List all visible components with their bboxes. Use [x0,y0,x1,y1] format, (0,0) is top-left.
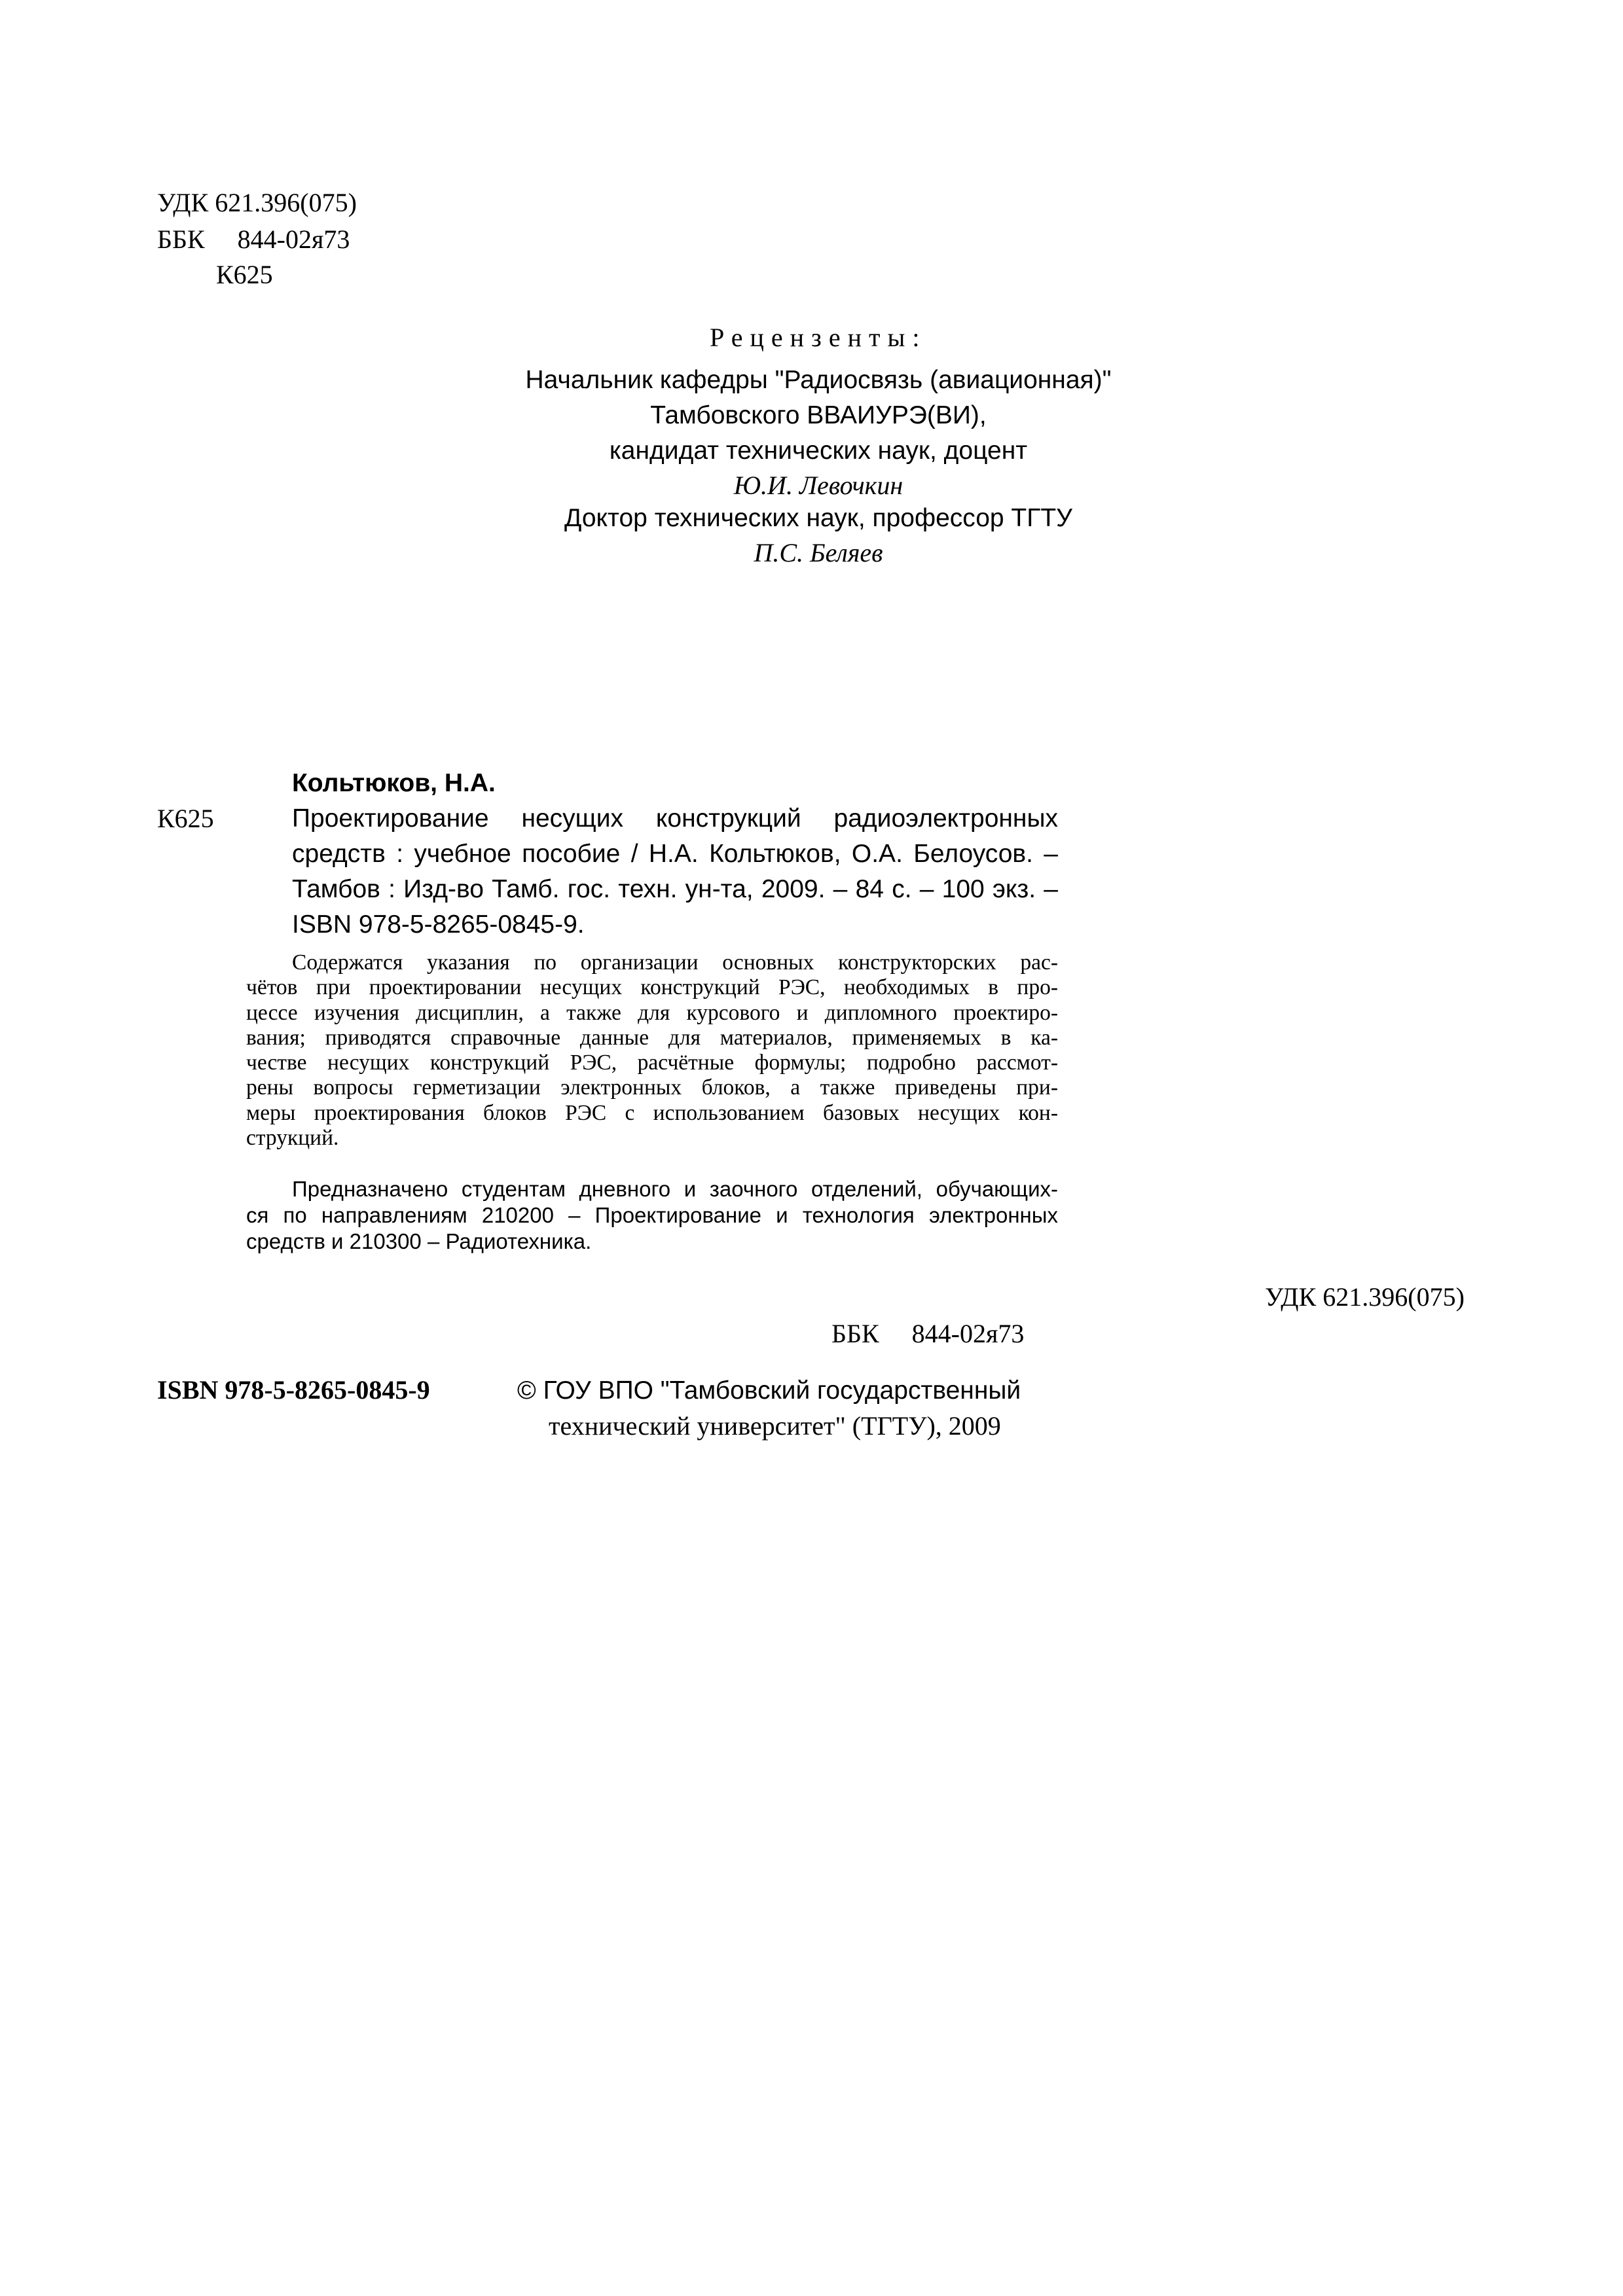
abstract-line: чётов при проектировании несущих конструкций РЭС, необходимых в про- [246,975,1058,1000]
bbk-label: ББК [157,224,205,254]
reviewer-1 [458,363,1178,503]
copyright [517,1373,1021,1444]
bib-line: средств : учебное пособие / Н.А. Кольтюков, О.А. Белоусов. – [292,840,1058,868]
author-mark-bib: К625 [157,804,214,833]
purpose-line: Предназначено студентам дневного и заочного отделений, обучающих- [292,1177,1058,1201]
author-name: Кольтюков, Н.А. [292,769,496,797]
purpose [246,1176,1058,1255]
reviewer-1-line: Тамбовского ВВАИУРЭ(ВИ), [650,401,987,429]
bbk-code [157,223,350,257]
reviewers-heading: Рецензенты: [710,323,927,352]
reviewer-2-line: Доктор технических наук, профессор ТГТУ [564,504,1072,532]
abstract [246,950,1058,1151]
reviewer-1-name: Ю.И. Левочкин [733,471,903,500]
purpose-line: ся по направлениям 210200 – Проектирование и технология электронных [246,1203,1058,1227]
bib-line: Тамбов : Изд-во Тамб. гос. техн. ун-та, 2009. – 84 с. – 100 экз. – [292,875,1058,903]
bib-line: Проектирование несущих конструкций радиоэлектронных [292,804,1058,833]
bibliographic-record [292,801,1058,942]
abstract-line: цессе изучения дисциплин, а также для курсового и дипломного проектиро- [246,1000,1058,1025]
udk-code: УДК 621.396(075) [157,188,357,217]
copyright-line-1: © ГОУ ВПО "Тамбовский государственный [517,1376,1021,1405]
bbk-code-footer [831,1317,1024,1351]
purpose-line: средств и 210300 – Радиотехника. [246,1229,592,1253]
bbk-value-footer: 844-02я73 [911,1319,1025,1348]
abstract-line: рены вопросы герметизации электронных блоков, а также приведены при- [246,1075,1058,1100]
abstract-line: вания; приводятся справочные данные для материалов, применяемых в ка- [246,1025,1058,1050]
bib-line: ISBN 978-5-8265-0845-9. [292,910,585,939]
reviewer-2-name: П.С. Беляев [754,538,883,567]
copyright-line-2: технический университет" (ТГТУ), 2009 [549,1411,1001,1441]
reviewer-1-line: кандидат технических наук, доцент [609,437,1028,465]
udk-code-footer: УДК 621.396(075) [1265,1282,1465,1312]
abstract-line: честве несущих конструкций РЭС, расчётные формулы; подробно рассмот- [246,1050,1058,1075]
reviewer-2 [458,501,1178,570]
bbk-value: 844-02я73 [237,224,350,254]
abstract-line: Содержатся указания по организации основных конструкторских рас- [292,950,1058,975]
reviewer-1-line: Начальник кафедры "Радиосвязь (авиационная)" [525,366,1112,394]
isbn: ISBN 978-5-8265-0845-9 [157,1375,430,1405]
abstract-line: меры проектирования блоков РЭС с использованием базовых несущих кон- [246,1100,1058,1125]
abstract-line: струкций. [246,1126,339,1151]
bbk-label-footer: ББК [831,1319,879,1348]
author-mark: К625 [216,260,273,289]
